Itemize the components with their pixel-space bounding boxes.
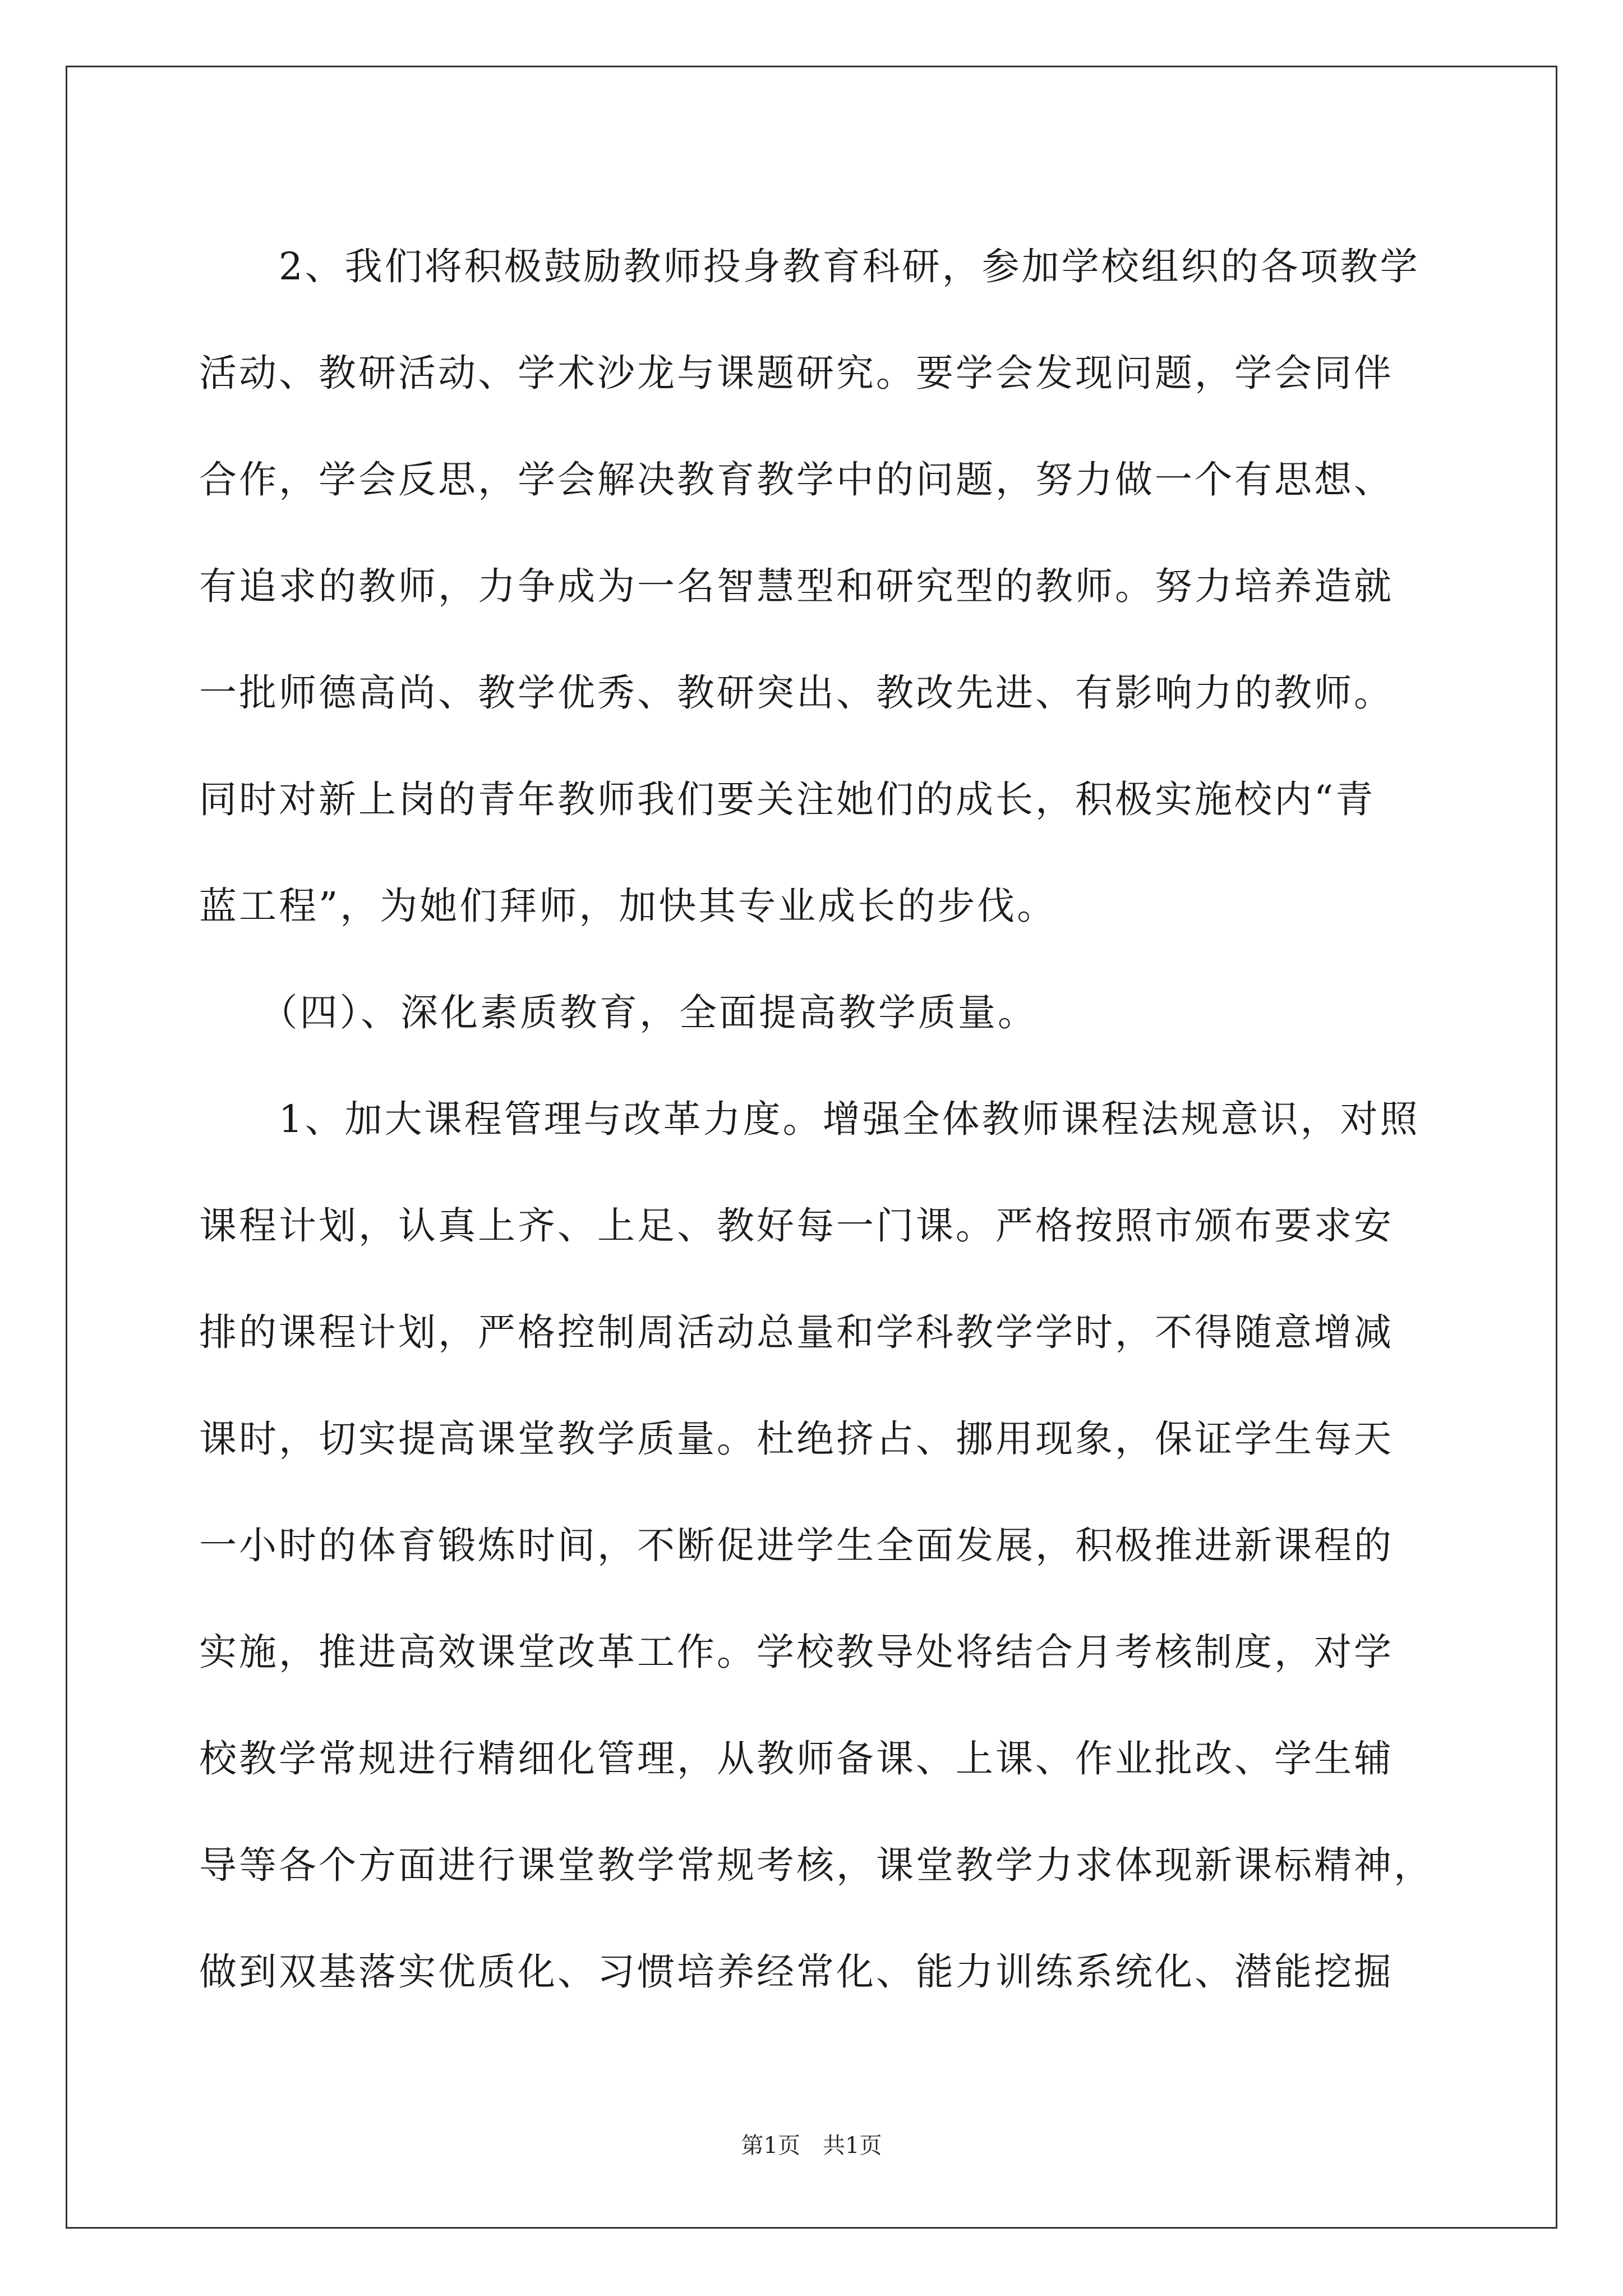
text-line: 同时对新上岗的青年教师我们要关注她们的成长，积极实施校内“青 <box>199 777 1376 821</box>
text-line: 校教学常规进行精细化管理，从教师备课、上课、作业批改、学生辅 <box>199 1737 1394 1780</box>
page-footer: 第1页 共1页 <box>741 2133 882 2159</box>
text-line: 有追求的教师，力争成为一名智慧型和研究型的教师。努力培养造就 <box>199 564 1394 608</box>
section-heading: （四）、深化素质教育，全面提高教学质量。 <box>199 991 1038 1034</box>
text-line: 活动、教研活动、学术沙龙与课题研究。要学会发现问题，学会同伴 <box>199 351 1394 395</box>
text-line: 实施，推进高效课堂改革工作。学校教导处将结合月考核制度，对学 <box>199 1630 1394 1674</box>
text-line: 课程计划，认真上齐、上足、教好每一门课。严格按照市颁布要求安 <box>199 1204 1394 1248</box>
text-line: 蓝工程”，为她们拜师，加快其专业成长的步伐。 <box>199 884 1057 928</box>
text-line: 课时，切实提高课堂教学质量。杜绝挤占、挪用现象，保证学生每天 <box>199 1417 1394 1461</box>
text-line: 导等各个方面进行课堂教学常规考核，课堂教学力求体现新课标精神， <box>199 1843 1433 1887</box>
text-line: 排的课程计划，严格控制周活动总量和学科教学学时，不得随意增减 <box>199 1310 1394 1354</box>
text-line: 一小时的体育锻炼时间，不断促进学生全面发展，积极推进新课程的 <box>199 1524 1394 1567</box>
text-line: 一批师德高尚、教学优秀、教研突出、教改先进、有影响力的教师。 <box>199 671 1394 715</box>
document-body <box>199 213 1433 2025</box>
text-line: 1、加大课程管理与改革力度。增强全体教师课程法规意识，对照 <box>199 1097 1420 1141</box>
text-line: 做到双基落实优质化、习惯培养经常化、能力训练系统化、潜能挖掘 <box>199 1950 1394 1994</box>
text-line: 合作，学会反思，学会解决教育教学中的问题，努力做一个有思想、 <box>199 458 1394 501</box>
text-line: 2、我们将积极鼓励教师投身教育科研，参加学校组织的各项教学 <box>199 245 1420 288</box>
